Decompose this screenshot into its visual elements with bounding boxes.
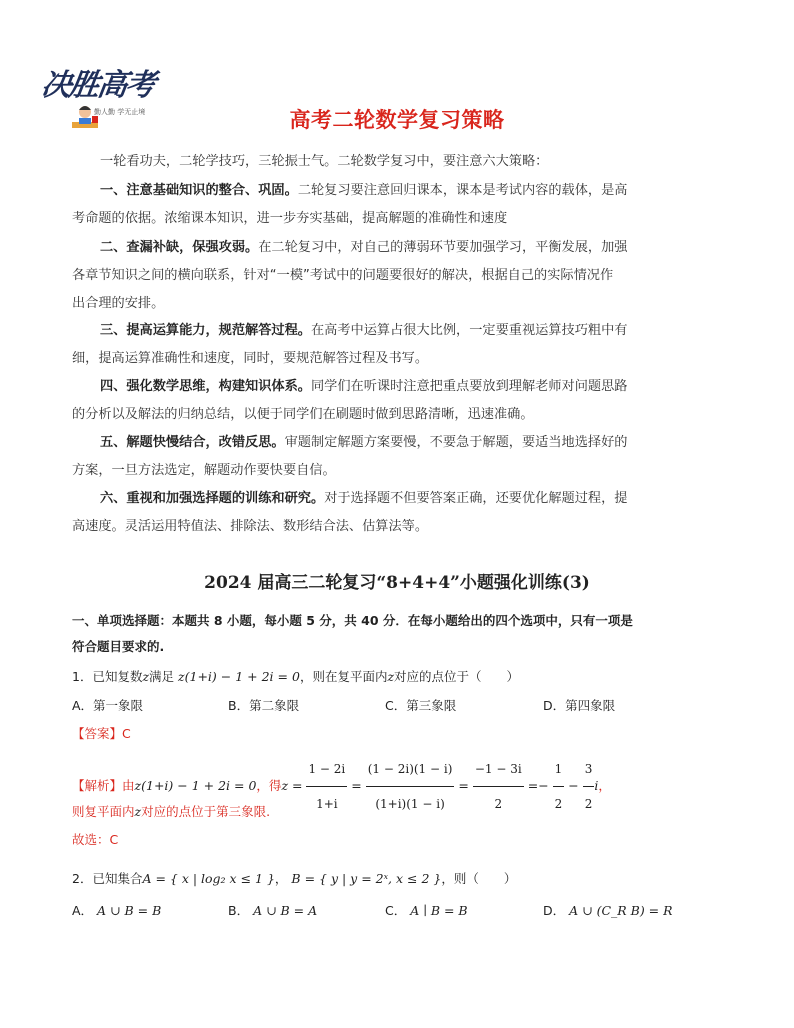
strategy-5-body: 审题制定解题方案要慢，不要急于解题，要适当地选择好的 <box>284 435 628 450</box>
q1-comma: ， <box>598 778 611 793</box>
strategy-1-body: 二轮复习要注意回归课本，课本是考试内容的载体，是高 <box>297 183 628 198</box>
q1-neg-2: − <box>568 778 579 793</box>
q1-neg-1: − <box>538 778 549 793</box>
q1-z-eq: z = <box>281 778 303 793</box>
q1-equation: z(1+i) − 1 + 2i = 0 <box>178 669 300 684</box>
q1-frac-1: $\frac{1 - 2i}{1+i}$ <box>306 752 347 821</box>
q2-set-b: B = { y | y = 2ˣ, x ≤ 2 } <box>291 871 442 886</box>
doc-title: 高考二轮数学复习策略 <box>289 108 505 132</box>
q2-stem <box>72 869 682 887</box>
strategy-2-line3: 出合理的安排。 <box>72 296 165 311</box>
q1-analysis-line2: 则复平面内z对应的点位于第三象限. <box>72 804 271 819</box>
q1-answer <box>72 724 682 742</box>
strategy-1-head: 一、注意基础知识的整合、巩固。 <box>100 183 298 198</box>
q1-frac-3: $\frac{-1 - 3i}{2}$ <box>473 752 524 821</box>
q1-i-tail: i <box>594 778 599 793</box>
strategy-3-line1 <box>100 317 672 346</box>
q1-analysis-eq: z(1+i) − 1 + 2i = 0 <box>134 778 257 793</box>
strategy-4-head: 四、强化数学思维，构建知识体系。 <box>100 379 311 394</box>
q1-option-c: C．第三象限 <box>385 698 457 713</box>
q1-answer-value: C <box>122 726 131 741</box>
q1-eq-sign-2: = <box>458 778 469 793</box>
q1-var-z2: z <box>387 669 395 684</box>
q1-eq-sign-3: = <box>527 778 539 793</box>
strategy-2-body: 在二轮复习中，对自己的薄弱环节要加强学习，平衡发展，加强 <box>258 240 628 255</box>
q1-post: ，则在复平面内 <box>299 669 388 684</box>
strategy-6-head: 六、重视和加强选择题的训练和研究。 <box>100 491 325 506</box>
q1-stem <box>72 667 682 685</box>
q1-frac-4: $\frac{1}{2}$ <box>553 752 565 821</box>
q2-pre: 2．已知集合 <box>72 871 143 886</box>
q1-pre: 1．已知复数 <box>72 669 143 684</box>
strategy-2-line2: 各章节知识之间的横向联系，针对“一模”考试中的问题要很好的解决，根据自己的实际情况作 <box>72 268 614 283</box>
strategy-3-line2: 细，提高运算准确性和速度，同时，要规范解答过程及书写。 <box>72 351 429 366</box>
q1-option-d: D．第四象限 <box>543 698 616 713</box>
q2-set-a: A = { x | log₂ x ≤ 1 } <box>142 871 275 886</box>
q2-option-c: C． A ∣ B = B <box>385 903 468 918</box>
intro-text: 一轮看功夫，二轮学技巧，三轮振士气。二轮数学复习中，要注意六大策略： <box>100 154 549 169</box>
q1-conclusion: 故选：C <box>72 832 119 847</box>
q1-analysis-get: ，得 <box>256 778 282 793</box>
strategy-6-line1 <box>100 485 672 514</box>
q1-option-a: A．第一象限 <box>72 698 144 713</box>
q1-option-b: B．第二象限 <box>228 698 300 713</box>
q1-frac-2: $\frac{(1 - 2i)(1 - i)}{(1+i)(1 - i)}$ <box>366 752 455 821</box>
strategy-1-line1 <box>100 177 672 206</box>
strategy-6-line2: 高速度。灵活运用特值法、排除法、数形结合法、估算法等。 <box>72 519 429 534</box>
q1-analysis-pre: 由 <box>122 778 135 793</box>
q2-end: ，则（ ） <box>441 871 517 886</box>
strategy-3-head: 三、提高运算能力，规范解答过程。 <box>100 323 311 338</box>
q1-eq-sign-1: = <box>351 778 362 793</box>
q1-answer-label: 【答案】 <box>72 726 123 741</box>
strategy-1-line2: 考命题的依据。浓缩课本知识，进一步夯实基础，提高解题的准确性和速度 <box>72 211 508 226</box>
strategy-5-line1 <box>100 429 672 458</box>
part1-heading-line2: 符合题目要求的. <box>72 639 165 654</box>
q2-option-d: D． A ∪ (C_R B) = R <box>543 903 673 918</box>
q2-option-b: B． A ∪ B = A <box>228 903 318 918</box>
strategy-5-head: 五、解题快慢结合，改错反思。 <box>100 435 285 450</box>
q1-frac-5: $\frac{3}{2}$ <box>583 752 595 821</box>
section-title: 2024 届高三二轮复习“8+4+4”小题强化训练(3) <box>204 573 590 593</box>
q2-option-a: A． A ∪ B = B <box>72 903 162 918</box>
strategy-4-body: 同学们在听课时注意把重点要放到理解老师对问题思路 <box>311 379 628 394</box>
logo-text: 决胜高考 <box>39 68 156 103</box>
q1-end: 对应的点位于（ ） <box>394 669 520 684</box>
q1-var-z: z <box>142 669 150 684</box>
strategy-3-body: 在高考中运算占很大比例，一定要重视运算技巧粗中有 <box>311 323 628 338</box>
strategy-6-body: 对于选择题不但要答案正确，还要优化解题过程，提 <box>324 491 628 506</box>
strategy-5-line2: 方案，一旦方法选定，解题动作要快要自信。 <box>72 463 336 478</box>
strategy-2-line1 <box>100 234 672 263</box>
strategy-4-line2: 的分析以及解法的归纳总结，以便于同学们在刷题时做到思路清晰，迅速准确。 <box>72 407 534 422</box>
logo-subtext: 勤人勤 学无止境 <box>94 108 146 116</box>
q1-mid: 满足 <box>149 669 175 684</box>
q1-analysis-label: 【解析】 <box>72 778 123 793</box>
part1-heading-line1: 一、单项选择题：本题共 8 小题，每小题 5 分，共 40 分．在每小题给出的四个选项中，只有一项是 <box>72 613 633 628</box>
q2-sep: ， <box>274 871 288 886</box>
strategy-2-head: 二、查漏补缺，保强攻弱。 <box>100 240 259 255</box>
strategy-4-line1 <box>100 373 672 402</box>
